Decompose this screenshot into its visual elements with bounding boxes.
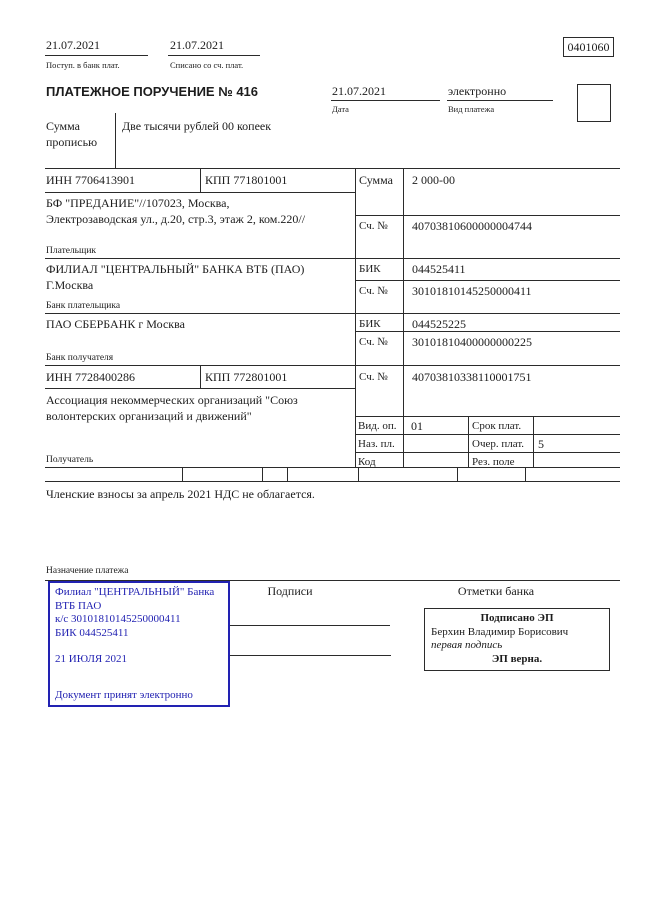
rez-pole-label: Рез. поле [472, 456, 515, 468]
received-label: Поступ. в банк плат. [46, 60, 120, 70]
divider [355, 280, 620, 281]
payer-bank-account: 30101810145250000411 [412, 284, 532, 298]
vid-op-label: Вид. оп. [358, 420, 397, 432]
esignature-box [424, 608, 610, 671]
payee-kpp: КПП 772801001 [205, 370, 288, 384]
date-value: 21.07.2021 [332, 84, 386, 98]
budget-cell-divider [182, 467, 183, 481]
budget-cell-divider [525, 467, 526, 481]
stamp-bank-name: Филиал "ЦЕНТРАЛЬНЫЙ" Банка ВТБ ПАО [55, 586, 215, 612]
divider [45, 313, 620, 314]
payee-name: Ассоциация некоммерческих организаций "Союз волонтерских организаций и движений" [46, 393, 298, 423]
divider [355, 331, 620, 332]
payer-bank-account-label: Сч. № [359, 285, 388, 297]
payer-bank-section-label: Банк плательщика [46, 301, 121, 311]
divider [45, 365, 620, 366]
debited-label: Списано со сч. плат. [170, 60, 244, 70]
payment-kind-label: Вид платежа [448, 104, 495, 114]
budget-cell-divider [358, 467, 359, 481]
ocher-plat-value: 5 [538, 437, 544, 451]
payee-bank-bik: 044525225 [412, 317, 466, 331]
stamp-date: 21 ИЮЛЯ 2021 [55, 653, 127, 665]
budget-cell-divider [287, 467, 288, 481]
payer-inn: ИНН 7706413901 [46, 173, 135, 187]
divider [355, 416, 620, 417]
payee-inn: ИНН 7728400286 [46, 370, 135, 384]
divider [355, 452, 620, 453]
payer-account: 40703810600000004744 [412, 219, 532, 233]
divider [533, 416, 534, 467]
divider [45, 481, 620, 482]
received-date: 21.07.2021 [46, 38, 100, 52]
sum-label: Сумма [359, 173, 393, 187]
payee-bank-name: ПАО СБЕРБАНК г Москва [46, 317, 185, 331]
bank-marks-label: Отметки банка [457, 584, 535, 598]
divider [115, 113, 116, 168]
divider [355, 434, 620, 435]
divider [168, 55, 260, 56]
payer-section-label: Плательщик [46, 246, 97, 256]
payee-bank-bik-label: БИК [359, 318, 381, 330]
amount-words-label: Сумма прописью [46, 119, 98, 149]
stamp-bik: БИК 044525411 [55, 626, 129, 639]
divider [447, 100, 553, 101]
document-title: ПЛАТЕЖНОЕ ПОРУЧЕНИЕ № 416 [46, 84, 259, 99]
sum-value: 2 000-00 [412, 173, 455, 187]
stamp-corr-account: к/с 30101810145250000411 [55, 613, 181, 625]
signature-line [230, 655, 391, 656]
payer-bank-bik: 044525411 [412, 262, 466, 276]
divider [355, 215, 620, 216]
payment-purpose-label: Назначение платежа [46, 566, 129, 576]
esign-title: Подписано ЭП [480, 612, 554, 624]
esign-signer-name: Берхин Владимир Борисович [431, 625, 569, 638]
amount-words-value: Две тысячи рублей 00 копеек [122, 119, 272, 133]
payee-bank-account-label: Сч. № [359, 336, 388, 348]
payee-account-label: Сч. № [359, 371, 388, 383]
signatures-label: Подписи [267, 584, 313, 598]
divider [45, 168, 620, 169]
divider [468, 416, 469, 467]
vid-op-value: 01 [411, 419, 423, 433]
esign-role: первая подпись [431, 639, 503, 651]
srok-plat-label: Срок плат. [472, 420, 522, 432]
naz-pl-label: Наз. пл. [358, 438, 395, 450]
payment-kind-value: электронно [448, 84, 507, 98]
divider [45, 467, 620, 468]
ocher-plat-label: Очер. плат. [472, 438, 525, 450]
signature-line [230, 625, 390, 626]
payer-bank-bik-label: БИК [359, 263, 381, 275]
divider [200, 168, 201, 192]
bank-acceptance-stamp [48, 581, 230, 707]
payee-section-label: Получатель [46, 455, 94, 465]
payer-name: БФ "ПРЕДАНИЕ"//107023, Москва, Электрозаводская ул., д.20, стр.3, этаж 2, ком.220// [46, 196, 306, 226]
field-101-box [577, 84, 611, 122]
divider [45, 258, 620, 259]
divider [331, 100, 440, 101]
divider [45, 388, 355, 389]
payment-purpose-text: Членские взносы за апрель 2021 НДС не облагается. [46, 487, 315, 501]
payee-account: 40703810338110001751 [412, 370, 532, 384]
divider [45, 55, 148, 56]
payer-kpp: КПП 771801001 [205, 173, 288, 187]
date-label: Дата [332, 104, 349, 114]
kod-label: Код [358, 456, 376, 468]
divider [200, 365, 201, 388]
budget-cell-divider [457, 467, 458, 481]
divider [45, 192, 355, 193]
form-code-box: 0401060 [563, 37, 614, 57]
payer-account-label: Сч. № [359, 220, 388, 232]
divider [403, 168, 404, 467]
budget-cell-divider [262, 467, 263, 481]
debited-date: 21.07.2021 [170, 38, 224, 52]
payer-bank-name: ФИЛИАЛ "ЦЕНТРАЛЬНЫЙ" БАНКА ВТБ (ПАО) Г.Москва [46, 262, 305, 292]
stamp-footer: Документ принят электронно [55, 688, 193, 701]
payee-bank-section-label: Банк получателя [46, 353, 114, 363]
esign-verified: ЭП верна. [491, 652, 543, 665]
payee-bank-account: 30101810400000000225 [412, 335, 532, 349]
